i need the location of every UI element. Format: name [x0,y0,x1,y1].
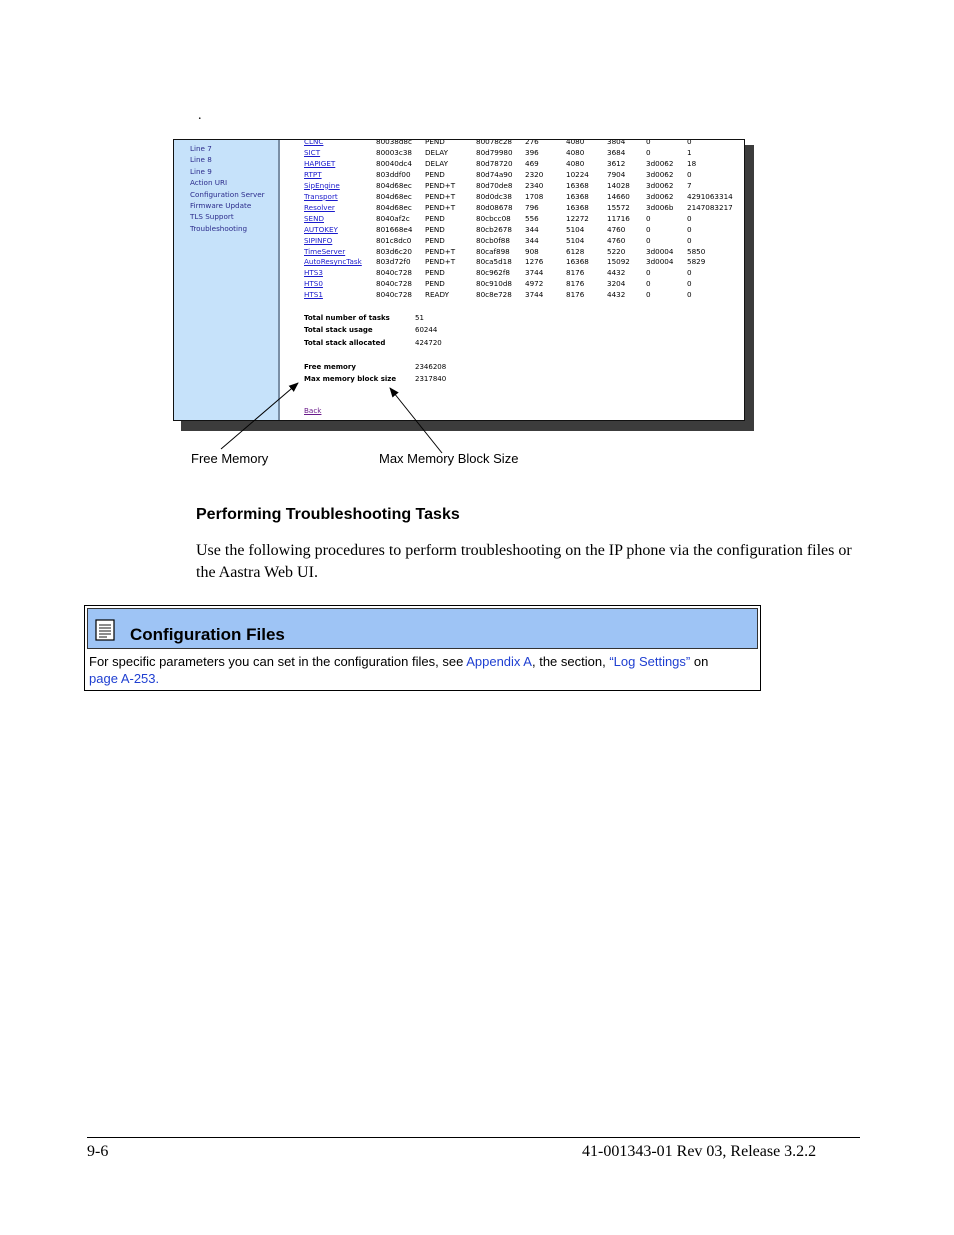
table-cell: 0 [646,235,651,245]
sidebar-item[interactable]: TLS Support [190,212,234,222]
back-link[interactable]: Back [304,406,322,415]
table-cell: 396 [525,147,539,157]
table-cell: 796 [525,202,539,212]
table-cell: 8040c728 [376,290,412,300]
table-cell: 80d78720 [476,158,513,168]
table-cell: 0 [687,235,692,245]
table-cell: 804d68ec [376,191,412,201]
table-cell: 804d68ec [376,202,412,212]
table-cell: 0 [646,290,651,300]
table-cell: 5104 [566,224,585,234]
table-cell: 80d70de8 [476,180,513,190]
table-cell: 16368 [566,191,589,201]
table-cell: 6128 [566,246,585,256]
task-name-link[interactable]: AutoResyncTask [304,257,362,267]
table-cell: 0 [687,169,692,179]
summary-label: Max memory block size [304,375,397,384]
note-text: , the section, [531,654,610,669]
table-cell: PEND [425,268,445,278]
table-cell: 7904 [607,169,626,179]
table-cell: 2340 [525,180,544,190]
table-cell: 80c910d8 [476,279,512,289]
table-cell: 14028 [607,180,630,190]
table-cell: 4760 [607,235,626,245]
table-cell: PEND+T [425,246,456,256]
table-cell: 3744 [525,290,544,300]
table-cell: 276 [525,139,539,146]
table-cell: 80d79980 [476,147,513,157]
table-cell: PEND [425,279,445,289]
table-cell: 80cb0f88 [476,235,510,245]
table-cell: 4760 [607,224,626,234]
summary-value: 51 [415,314,424,322]
table-cell: 12272 [566,213,589,223]
footer-rule [87,1137,860,1138]
table-cell: 804d68ec [376,180,412,190]
table-cell: 11716 [607,213,630,223]
table-cell: 16368 [566,257,589,267]
table-cell: 80d74a90 [476,169,513,179]
task-name-link[interactable]: SICT [304,147,321,157]
table-cell: 4080 [566,147,585,157]
task-name-link[interactable]: RTPT [304,169,322,179]
log-settings-link[interactable]: “Log Settings” [609,654,691,669]
summary-value: 2317840 [415,375,447,384]
table-cell: 3204 [607,279,626,289]
table-cell: 80ca5d18 [476,257,512,267]
table-cell: 803d6c20 [376,246,412,256]
table-cell: 803d72f0 [376,257,411,267]
table-cell: DELAY [425,158,448,168]
task-name-link[interactable]: TimeServer [304,246,346,256]
table-cell: 8176 [566,279,585,289]
free-memory-arrow [221,383,298,449]
table-cell: 801668e4 [376,224,413,234]
sidebar-item[interactable]: Configuration Server [190,189,265,199]
max-block-callout: Max Memory Block Size [379,451,519,466]
table-cell: PEND+T [425,191,456,201]
table-cell: 8040af2c [376,213,410,223]
task-name-link[interactable]: SEND [304,213,325,223]
table-cell: 0 [687,139,692,146]
sidebar-item[interactable]: Line 8 [190,155,212,165]
task-name-link[interactable]: HTS3 [304,268,323,278]
table-cell: PEND+T [425,180,456,190]
sidebar-item[interactable]: Line 9 [190,166,212,176]
table-cell: 0 [687,279,692,289]
table-cell: 80d0dc38 [476,191,512,201]
note-header [87,608,758,649]
table-cell: 3612 [607,158,626,168]
table-cell: 3804 [607,139,626,146]
note-title: Configuration Files [130,625,285,644]
table-cell: 4972 [525,279,544,289]
summary-label: Total number of tasks [304,314,390,322]
stray-marker: . [198,108,202,123]
table-cell: 0 [687,213,692,223]
table-cell: 2320 [525,169,544,179]
table-cell: 80cbcc08 [476,213,511,223]
table-cell: 8176 [566,268,585,278]
table-cell: 80cb2678 [476,224,512,234]
table-cell: 4080 [566,158,585,168]
table-cell: 3d0004 [646,257,674,267]
sidebar-item[interactable]: Firmware Update [190,201,252,210]
summary-label: Total stack allocated [304,338,386,347]
table-cell: 0 [687,290,692,300]
task-name-link[interactable]: HAPIGET [304,158,336,168]
table-cell: 0 [646,279,651,289]
table-cell: 4291063314 [687,191,733,201]
table-cell: 3744 [525,268,544,278]
table-cell: 14660 [607,191,630,201]
page-a253-link[interactable]: page A-253 [89,671,156,686]
summary-label: Free memory [304,363,356,371]
table-cell: 80003c38 [376,147,412,157]
table-cell: 3d0062 [646,169,674,179]
table-cell: 80caf898 [476,246,510,256]
table-cell: 80c8e728 [476,290,512,300]
config-files-note [84,605,761,691]
table-cell: 5829 [687,257,706,267]
table-cell: 16368 [566,202,589,212]
table-cell: 0 [646,147,651,157]
table-cell: 1708 [525,191,544,201]
table-cell: 0 [646,224,651,234]
task-name-link[interactable]: AUTOKEY [304,224,338,234]
table-cell: 16368 [566,180,589,190]
table-cell: PEND [425,169,445,179]
table-cell: 15092 [607,257,630,267]
table-cell: PEND+T [425,257,456,267]
callout-arrows [0,0,954,480]
table-cell: PEND [425,235,445,245]
summary-value: 424720 [415,338,442,347]
table-cell: PEND [425,213,445,223]
task-name-link[interactable]: SipEngine [304,180,340,190]
table-cell: 80078c28 [476,139,512,146]
doc-reference: 41-001343-01 Rev 03, Release 3.2.2 [582,1143,817,1160]
table-cell: 1276 [525,257,544,267]
table-cell: 8176 [566,290,585,300]
table-cell: 5220 [607,246,626,256]
table-cell: 5104 [566,235,585,245]
summary-label: Total stack usage [304,326,373,335]
note-text: . [155,671,160,686]
table-cell: 15572 [607,202,630,212]
table-cell: 344 [525,224,539,234]
table-cell: 80038d8c [376,139,412,146]
summary-value: 60244 [415,326,438,335]
table-cell: 908 [525,246,539,256]
table-cell: 3d0062 [646,158,674,168]
table-cell: 3684 [607,147,626,157]
table-cell: 0 [687,268,692,278]
table-cell: 801c8dc0 [376,235,412,245]
task-name-link[interactable]: CLNC [304,139,324,146]
section-paragraph: Use the following procedures to perform troubleshooting on the IP phone via the configuration files or the Aastra Web UI. [196,542,852,581]
table-cell: 80040dc4 [376,158,412,168]
table-cell: 1 [687,147,692,157]
table-cell: DELAY [425,147,448,157]
table-cell: 344 [525,235,539,245]
sidebar-item[interactable]: Action URI [190,178,228,188]
table-cell: 2147083217 [687,202,733,212]
page-number: 9-6 [87,1143,109,1160]
table-cell: PEND [425,139,445,146]
task-name-link[interactable]: HTS0 [304,279,323,289]
table-cell: 0 [687,224,692,234]
table-cell: 803ddf00 [376,169,411,179]
table-cell: 3d0062 [646,180,674,190]
section-heading: Performing Troubleshooting Tasks [196,506,460,523]
document-icon [95,619,115,641]
table-cell: 4080 [566,139,585,146]
free-memory-callout: Free Memory [191,451,269,466]
task-name-link[interactable]: Resolver [304,202,335,212]
table-cell: 18 [687,158,697,168]
note-text: on [690,654,709,669]
table-cell: 8040c728 [376,268,412,278]
table-cell: 8040c728 [376,279,412,289]
table-cell: 0 [646,268,651,278]
table-cell: PEND [425,224,445,234]
table-cell: 0 [646,139,651,146]
note-body [89,653,757,687]
table-cell: 3d0062 [646,191,674,201]
sidebar-item[interactable]: Line 7 [190,144,212,153]
table-cell: 3d006b [646,202,674,212]
table-cell: 5850 [687,246,706,256]
table-cell: 4432 [607,268,626,278]
table-cell: 10224 [566,169,589,179]
task-name-link[interactable]: HTS1 [304,290,323,300]
max-block-arrow [390,388,442,453]
table-cell: 0 [646,213,651,223]
appendix-a-link[interactable]: Appendix A [466,654,532,669]
table-cell: PEND+T [425,202,456,212]
task-name-link[interactable]: SIPINFO [304,235,333,245]
table-cell: 7 [687,180,692,190]
sidebar-item[interactable]: Troubleshooting [190,223,248,233]
table-cell: 80c962f8 [476,268,510,278]
table-cell: 3d0004 [646,246,674,256]
table-cell: 80d08678 [476,202,513,212]
table-cell: READY [425,290,449,300]
table-cell: 469 [525,158,539,168]
table-cell: 556 [525,213,539,223]
note-text: For specific parameters you can set in the configuration files, see [89,654,467,669]
summary-value: 2346208 [415,363,447,371]
task-name-link[interactable]: Transport [304,191,338,201]
table-cell: 4432 [607,290,626,300]
